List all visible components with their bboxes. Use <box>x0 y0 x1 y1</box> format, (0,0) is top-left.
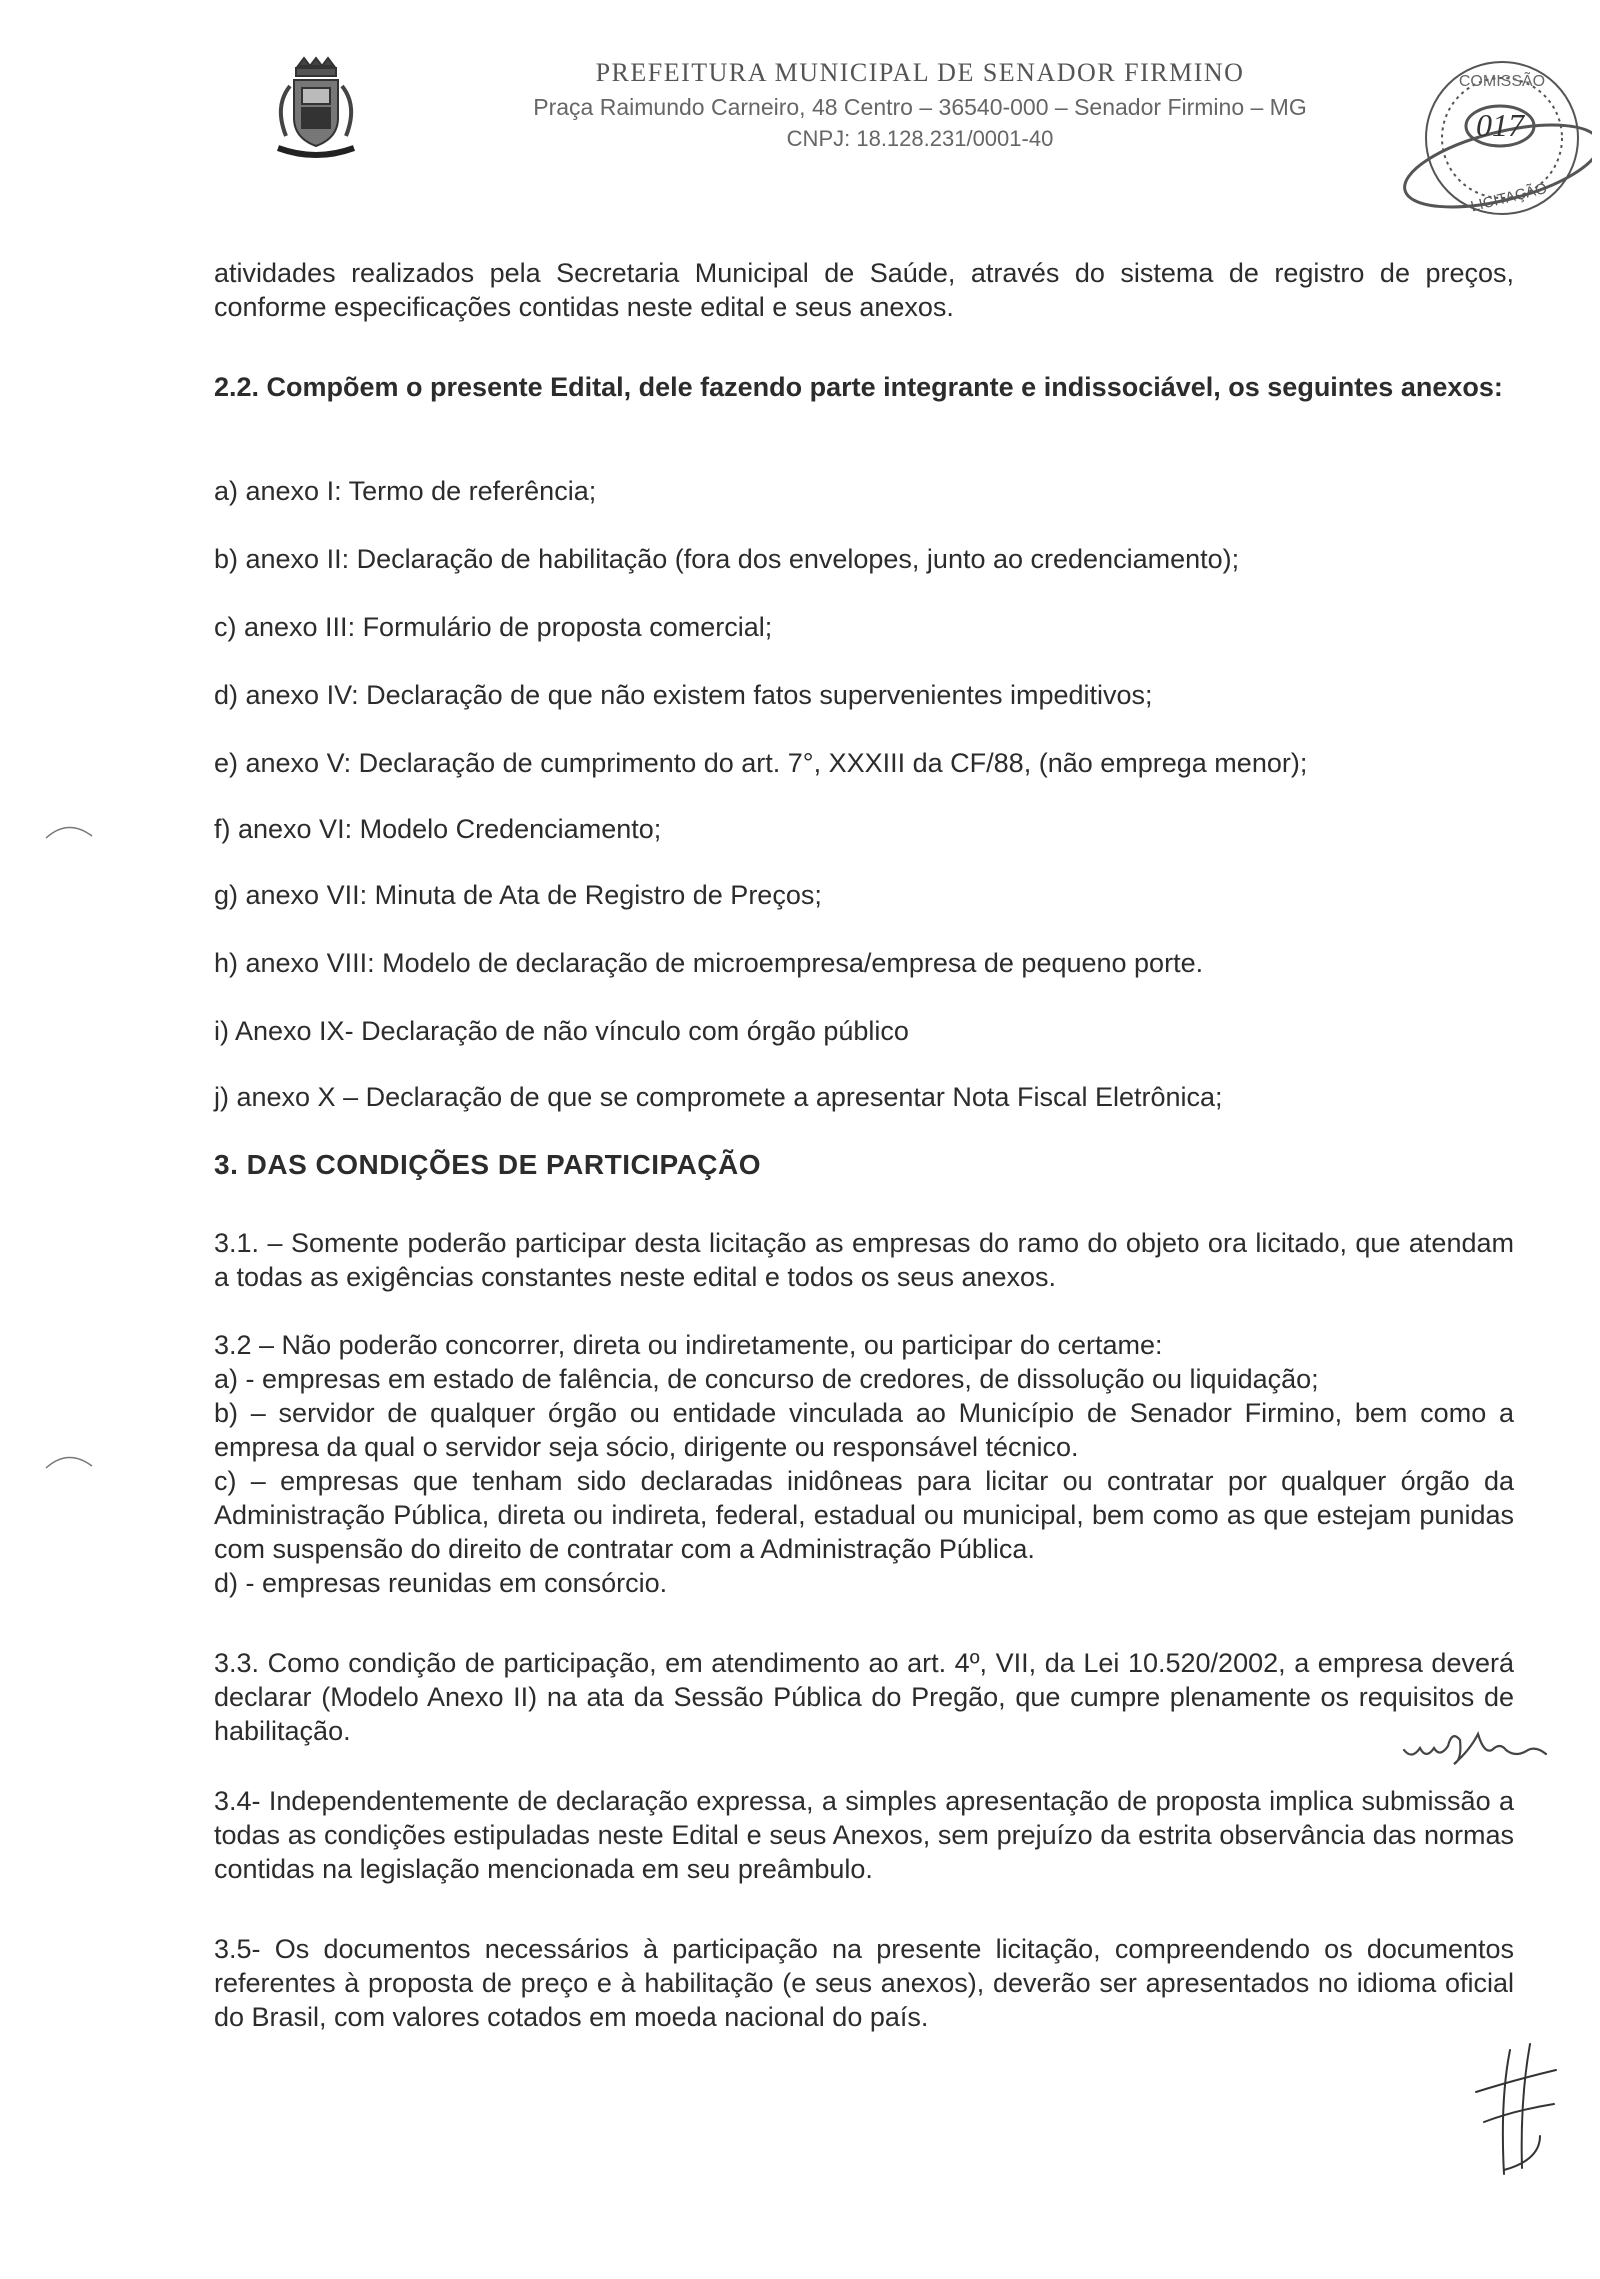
clause-3-4: 3.4- Independentemente de declaração expressa, a simples apresentação de proposta implica submissão a todas as condições estipuladas neste Edital e seus Anexos, sem prejuízo da estrita observância das normas contidas na legislação mencionada em seu preâmbulo. <box>214 1786 1514 1884</box>
clause-3-2-a: a) - empresas em estado de falência, de concurso de credores, de dissolução ou liquidação; <box>214 1364 1319 1394</box>
commission-stamp <box>1392 56 1592 236</box>
annex-item: i) Anexo IX- Declaração de não vínculo com órgão público <box>214 1016 909 1046</box>
annex-item: j) anexo X – Declaração de que se compromete a apresentar Nota Fiscal Eletrônica; <box>214 1082 1223 1112</box>
annex-item: g) anexo VII: Minuta de Ata de Registro de Preços; <box>214 880 822 910</box>
section-3-title: 3. DAS CONDIÇÕES DE PARTICIPAÇÃO <box>214 1149 762 1180</box>
clause-3-2-c: c) – empresas que tenham sido declaradas inidôneas para licitar ou contratar por qualquer órgão da Administração Pública, direta ou indireta, federal, estadual ou municipal, bem como as que estejam punidas com suspensão do direito de contratar com a Administração Pública. <box>214 1466 1514 1564</box>
stamp-top-text: COMISSÃO <box>1458 73 1546 90</box>
clause-3-2-b: b) – servidor de qualquer órgão ou entidade vinculada ao Município de Senador Firmino, bem como a empresa da qual o servidor seja sócio, dirigente ou responsável técnico. <box>214 1398 1514 1462</box>
handwritten-signature <box>1470 2040 1560 2180</box>
annex-item: e) anexo V: Declaração de cumprimento do art. 7°, XXXIII da CF/88, (não emprega menor); <box>214 748 1308 778</box>
stamp-bottom-text: LICITAÇÃO <box>1468 179 1549 216</box>
annex-item: d) anexo IV: Declaração de que não existem fatos supervenientes impeditivos; <box>214 680 1153 710</box>
municipal-crest-icon <box>268 56 364 166</box>
clause-3-5: 3.5- Os documentos necessários à participação na presente licitação, compreendendo os documentos referentes à proposta de preço e à habilitação (e seus anexos), deverão ser apresentados no idioma oficial do Brasil, com valores cotados em moeda nacional do país. <box>214 1934 1514 2032</box>
clause-3-1: 3.1. – Somente poderão participar desta licitação as empresas do ramo do objeto ora licitado, que atendam a todas as exigências constantes neste edital e todos os seus anexos. <box>214 1228 1514 1292</box>
annex-item: f) anexo VI: Modelo Credenciamento; <box>214 814 662 844</box>
margin-mark-icon <box>44 1452 94 1472</box>
margin-mark-icon <box>44 822 94 842</box>
intro-paragraph: atividades realizados pela Secretaria Municipal de Saúde, através do sistema de registro de preços, conforme especificações contidas neste edital e seus anexos. <box>214 258 1514 322</box>
annex-item: a) anexo I: Termo de referência; <box>214 476 597 506</box>
clause-3-2-d: d) - empresas reunidas em consórcio. <box>214 1568 668 1598</box>
header-address: Praça Raimundo Carneiro, 48 Centro – 36540-000 – Senador Firmino – MG <box>533 94 1307 120</box>
header-org-name: PREFEITURA MUNICIPAL DE SENADOR FIRMINO <box>595 58 1245 87</box>
section-2-2-heading: 2.2. Compõem o presente Edital, dele fazendo parte integrante e indissociável, os seguintes anexos: <box>214 372 1503 402</box>
header-cnpj: CNPJ: 18.128.231/0001-40 <box>786 126 1054 151</box>
clause-3-3: 3.3. Como condição de participação, em atendimento ao art. 4º, VII, da Lei 10.520/2002, a empresa deverá declarar (Modelo Anexo II) na ata da Sessão Pública do Pregão, que cumpre plenamente os requisitos de habilitação. <box>214 1648 1514 1746</box>
stamp-page-number: 017 <box>1476 107 1524 143</box>
handwritten-initials <box>1400 1720 1550 1770</box>
annex-item: c) anexo III: Formulário de proposta comercial; <box>214 612 773 642</box>
annex-item: h) anexo VIII: Modelo de declaração de microempresa/empresa de pequeno porte. <box>214 948 1204 978</box>
annex-item: b) anexo II: Declaração de habilitação (fora dos envelopes, junto ao credenciamento); <box>214 544 1240 574</box>
clause-3-2-intro: 3.2 – Não poderão concorrer, direta ou indiretamente, ou participar do certame: <box>214 1330 1163 1360</box>
